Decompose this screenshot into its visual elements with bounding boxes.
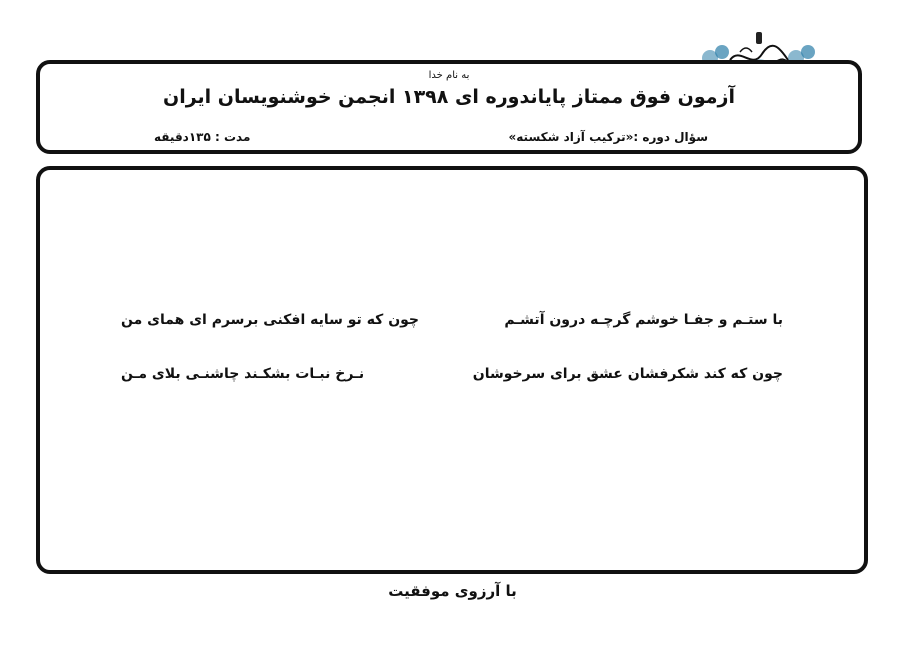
closing-wish: با آرزوی موفقیت <box>388 582 517 600</box>
verse-1-right: با ستـم و جفـا خوشم گرچـه درون آتشـم <box>504 312 783 328</box>
exam-duration: مدت : ۱۳۵دقیقه <box>154 130 251 144</box>
bismillah: به نام خدا <box>428 70 470 81</box>
verse-1-left: چون که تو سایه افکنی برسرم ای همای من <box>121 312 420 328</box>
verse-2-left: نـرخ نبـات بشکـند چاشنـی بلای مـن <box>121 366 365 382</box>
verse-2-right: چون که کند شکرفشان عشق برای سرخوشان <box>472 366 783 382</box>
course-question: سؤال دوره :«ترکیب آزاد شکسته» <box>508 130 708 144</box>
exam-title: آزمون فوق ممتاز پایاندوره ای ۱۳۹۸ انجمن خوشنویسان ایران <box>162 86 735 108</box>
emblem-icon <box>756 32 762 44</box>
header-panel <box>36 60 862 154</box>
